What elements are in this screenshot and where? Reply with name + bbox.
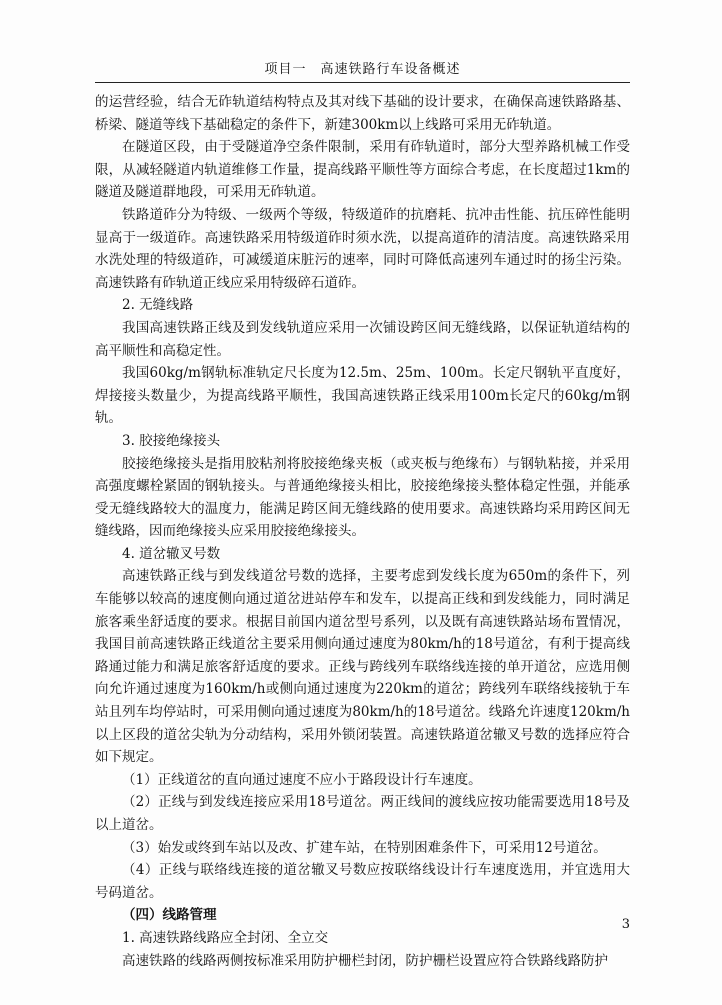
paragraph: 我国高速铁路正线及到发线轨道应采用一次铺设跨区间无缝线路，以保证轨道结构的高平顺性和高稳定性。 [95, 319, 630, 359]
running-header: 项目一 高速铁路行车设备概述 [264, 62, 461, 77]
header-rule [95, 82, 630, 83]
paragraph: 高速铁路正线与到发线道岔号数的选择，主要考虑到发线长度为650m的条件下，列车能够以较高的速度侧向通过道岔进站停车和发车，以提高正线和到发线能力，同时满足旅客乘坐舒适度的要求。根据目前国内道岔型号系列，以及既有高速铁路站场布置情况，我国目前高速铁路正线道岔主要采用侧向通过速度为80km/h的18号道岔，有利于提高线路通过能力和满足旅客舒适度的要求。正线与跨线列车联络线连接的单开道岔，应选用侧向允许通过速度为160km/h或侧向通过速度为220km的道岔；跨线列车联络线接轨于车站且列车均停站时，可采用侧向通过速度为80km/h的18号道岔。线路允许速度120km/h以上区段的道岔尖轨为分动结构，采用外锁闭装置。高速铁路道岔辙叉号数的选择应符合如下规定。 [95, 568, 630, 766]
list-item: （1）正线道岔的直向通过速度不应小于路段设计行车速度。 [122, 771, 482, 788]
list-item: （2）正线与到发线连接应采用18号道岔。两正线间的渡线应按功能需要选用18号及以上道岔。 [95, 794, 630, 833]
section-heading-line-management: （四）线路管理 [122, 907, 217, 924]
paragraph: 我国60kg/m钢轨标准轨定尺长度为12.5m、25m、100m。长定尺钢轨平直度好，焊接接头数量少，为提高线路平顺性，我国高速铁路正线采用100m长定尺的60kg/m钢轨。 [95, 365, 630, 427]
subheading-glued-insulated-joint: 3. 胶接绝缘接头 [122, 432, 221, 449]
paragraph: 的运营经验，结合无砟轨道结构特点及其对线下基础的设计要求，在确保高速铁路路基、桥梁、隧道等线下基础稳定的条件下，新建300km以上线路可采用无砟轨道。 [95, 94, 630, 133]
subheading-seamless-track: 2. 无缝线路 [122, 297, 194, 314]
paragraph: 高速铁路的线路两侧按标准采用防护栅栏封闭，防护栅栏设置应符合铁路线路防护 [122, 952, 608, 969]
subheading-full-enclosure: 1. 高速铁路线路应全封闭、全立交 [122, 929, 329, 946]
paragraph: 在隧道区段，由于受隧道净空条件限制，采用有砟轨道时，部分大型养路机械工作受限，从减轻隧道内轨道维修工作量，提高线路平顺性等方面综合考虑，在长度超过1km的隧道及隧道群地段，可采用无砟轨道。 [95, 139, 630, 201]
list-item: （3）始发或终到车站以及改、扩建车站，在特别困难条件下，可采用12号道岔。 [122, 839, 607, 856]
paragraph: 胶接绝缘接头是指用胶粘剂将胶接绝缘夹板（或夹板与绝缘布）与钢轨粘接，并采用高强度螺栓紧固的钢轨接头。与普通绝缘接头相比，胶接绝缘接头整体稳定性强，并能承受无缝线路较大的温度力，能满足跨区间无缝线路的使用要求。高速铁路均采用跨区间无缝线路，因而绝缘接头应采用胶接绝缘接头。 [95, 455, 630, 540]
list-item: （4）正线与联络线连接的道岔辙叉号数应按联络线设计行车速度选用，并宜选用大号码道岔。 [95, 862, 630, 901]
paragraph: 铁路道砟分为特级、一级两个等级，特级道砟的抗磨耗、抗冲击性能、抗压碎性能明显高于一级道砟。高速铁路采用特级道砟时须水洗，以提高道砟的清洁度。高速铁路采用水洗处理的特级道砟，可减缓道床脏污的速率，同时可降低高速列车通过时的扬尘污染。高速铁路有砟轨道正线应采用特级碎石道砟。 [95, 206, 630, 291]
subheading-turnout-number: 4. 道岔辙叉号数 [122, 545, 221, 562]
body-text [95, 91, 630, 972]
page-number: 3 [621, 917, 630, 932]
